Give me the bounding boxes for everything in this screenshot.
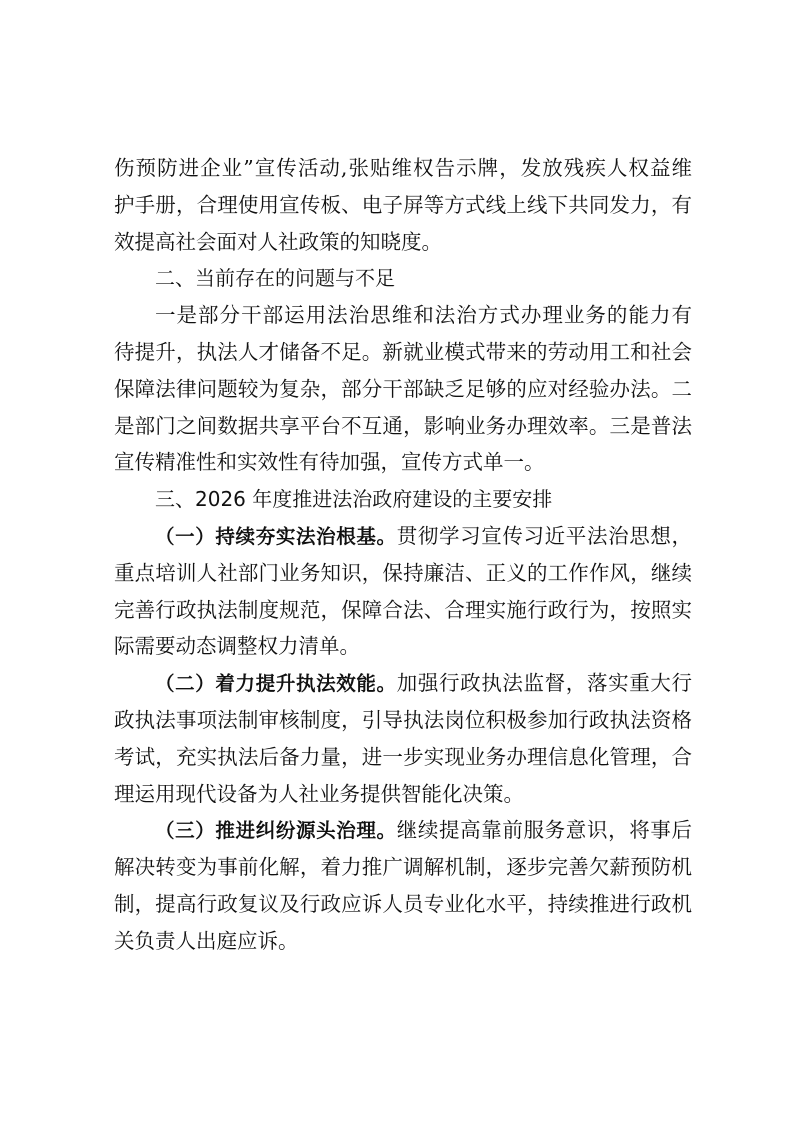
text-line: 政执法事项法制审核制度，引导执法岗位积极参加行政执法资格: [114, 707, 692, 732]
text-line: 护手册，合理使用宣传板、电子屏等方式线上线下共同发力，有: [114, 192, 692, 217]
text-line: 完善行政执法制度规范，保障合法、合理实施行政行为，按照实: [114, 597, 692, 622]
text-line: 制，提高行政复议及行政应诉人员专业化水平，持续推进行政机: [114, 891, 692, 916]
text-run: 继续提高靠前服务意识，将事后: [396, 818, 692, 843]
document-body: [114, 150, 692, 960]
subsection-lead: （三）推进纠纷源头治理。: [155, 819, 397, 843]
text-line: 际需要动态调整权力清单。: [114, 634, 360, 659]
text-line: 伤预防进企业”宣传活动,张贴维权告示牌，发放残疾人权益维: [114, 156, 692, 180]
paragraph-plan-1: [114, 518, 692, 665]
text-line: 效提高社会面对人社政策的知晓度。: [114, 229, 442, 254]
text-run: 加强行政执法监督，落实重大行: [396, 671, 692, 696]
paragraph-publicity: [114, 150, 692, 260]
paragraph-plan-2: [114, 665, 692, 812]
text-line: [114, 518, 692, 555]
paragraph-plan-3: [114, 812, 692, 959]
text-line: 关负责人出庭应诉。: [114, 928, 299, 953]
text-line: 理运用现代设备为人社业务提供智能化决策。: [114, 781, 524, 806]
text-line: 一是部分干部运用法治思维和法治方式办理业务的能力有: [155, 303, 692, 328]
text-line: 是部门之间数据共享平台不互通，影响业务办理效率。三是普法: [114, 413, 692, 438]
section-heading-problems: 二、当前存在的问题与不足: [155, 266, 395, 291]
text-line: [114, 812, 692, 849]
section-heading-plans: 三、2026 年度推进法治政府建设的主要安排: [155, 487, 553, 512]
text-line: 宣传精准性和实效性有待加强，宣传方式单一。: [114, 450, 545, 475]
text-line: 待提升，执法人才储备不足。新就业模式带来的劳动用工和社会: [114, 339, 692, 364]
paragraph-problems: [114, 297, 692, 481]
text-line: [114, 665, 692, 702]
subsection-lead: （一）持续夯实法治根基。: [155, 524, 397, 548]
text-run: 贯彻学习宣传习近平法治思想，: [396, 523, 692, 548]
text-line: 解决转变为事前化解，着力推广调解机制，逐步完善欠薪预防机: [114, 855, 692, 880]
text-line: 考试，充实执法后备力量，进一步实现业务办理信息化管理，合: [114, 744, 692, 769]
subsection-lead: （二）着力提升执法效能。: [155, 672, 397, 696]
text-line: 重点培训人社部门业务知识，保持廉洁、正义的工作作风，继续: [114, 560, 692, 585]
text-line: 保障法律问题较为复杂，部分干部缺乏足够的应对经验办法。二: [114, 376, 692, 401]
